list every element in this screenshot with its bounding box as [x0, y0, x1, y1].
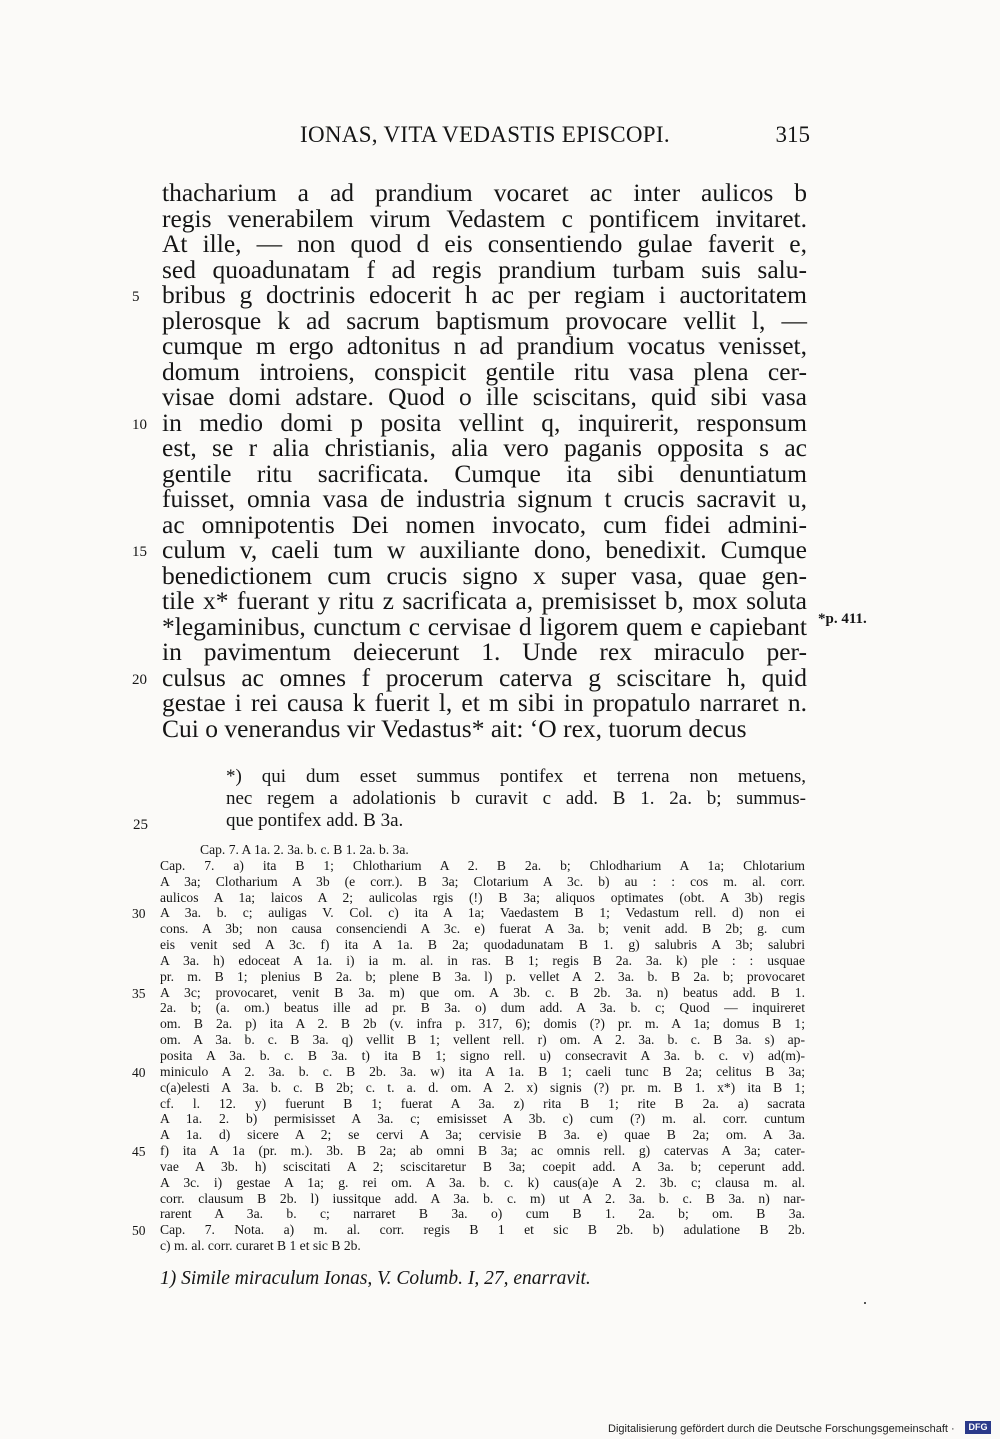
footnote-text: *) qui dum esset summus pontifex et terrena non metuens, [226, 766, 806, 787]
main-text-text: bribus g doctrinis edocerit h ac per regiam i auctoritatem [162, 280, 807, 309]
main-text-line [162, 356, 807, 386]
main-text-line [162, 305, 807, 335]
apparatus-line [160, 1191, 805, 1207]
apparatus-text: pr. m. B 1; plenius B 2a. b; plene B 3a. l) p. vellet A 2. 3a. b. B 2a. b; provocaret [160, 968, 805, 984]
apparatus-text: Cap. 7. A 1a. 2. 3a. b. c. B 1. 2a. b. 3a. [200, 842, 409, 857]
main-text [132, 178, 807, 743]
main-text-line [162, 384, 807, 410]
apparatus-text: om. A 3a. b. c. B 3a. q) vellit B 1; vellent rell. r) om. A 2. 3a. b. c. B 3a. s) ap- [160, 1032, 805, 1048]
main-text-line [132, 662, 807, 692]
apparatus-line [160, 890, 805, 906]
main-text-line [162, 435, 807, 461]
apparatus-line [132, 984, 805, 1001]
main-text-line [162, 690, 807, 716]
apparatus-text: A 3a. b. c; auligas V. Col. c) ita A 1a; Vaedastem B 1; Vedastum rell. d) non ei [160, 905, 805, 921]
apparatus-text: 2a. b; (a. om.) beatus ille ad pr. B 3a. o) dum add. A 3a. b. c; Quod — inquireret [160, 1000, 805, 1016]
main-text-line [132, 280, 807, 309]
main-text-text: gestae i rei causa k fuerit l, et m sibi in propatulo narraret n. [162, 688, 807, 717]
main-text-line [162, 713, 807, 743]
apparatus-line [160, 1016, 805, 1032]
main-text-line [132, 535, 807, 564]
main-text-text: ac omnipotentis Dei nomen invocato, cum fidei admini- [162, 509, 807, 539]
main-text-text: cumque m ergo adtonitus n ad prandium vocatus venisset, [162, 331, 807, 360]
page-number: 315 [775, 122, 810, 147]
footnote-asterisk [133, 766, 806, 833]
footnote-line [226, 788, 806, 810]
line-number: 5 [132, 289, 140, 305]
apparatus-text: cons. A 3b; non causa consenciendi A 3c. e) fuerat A 3a. b; venit add. B 2b; g. cum [160, 921, 805, 937]
main-text-text: thacharium a ad prandium vocaret ac inter aulicos b [162, 178, 807, 207]
margin-page-reference: *p. 411. [818, 611, 867, 627]
main-text-line [162, 180, 807, 206]
apparatus-line [160, 969, 805, 985]
line-number: 45 [132, 1144, 146, 1160]
apparatus-text: A 3c. i) gestae A 1a; g. rei om. A 3a. b. c. k) caus(a)e A 2. 3b. c; clausa m. al. [160, 1174, 805, 1190]
line-number: 10 [132, 416, 147, 433]
main-text-text: plerosque k ad sacrum baptismum provocare vellit l, — [162, 305, 807, 335]
main-text-line [162, 560, 807, 590]
footnote-one: 1) Simile miraculum Ionas, V. Columb. I, 27, enarravit. [160, 1268, 591, 1289]
main-text-text: *legaminibus, cunctum c cervisae d ligorem quem e capiebant [162, 611, 807, 641]
apparatus-text: eis venit sed A 3c. f) ita A 1a. B 2a; quodadunatam B 1. g) salubris A 3b; salubri [160, 937, 805, 953]
apparatus-line [160, 921, 805, 937]
main-text-text: benedictionem cum crucis signo x super vasa, quae gen- [162, 560, 807, 590]
line-number: 50 [132, 1223, 146, 1239]
main-text-line [162, 611, 807, 641]
main-text-line [132, 407, 807, 437]
apparatus-line [160, 1111, 805, 1127]
apparatus-line [160, 1127, 805, 1143]
main-text-line [162, 588, 807, 614]
apparatus-line [132, 1063, 805, 1080]
main-text-line [162, 333, 807, 359]
main-text-line [162, 231, 807, 257]
apparatus-text: aulicos A 1a; laicos A 2; aulicolas rgis (!) B 3a; aliquos optimates (obt. A 3b) regis [160, 889, 805, 905]
apparatus-line [160, 1048, 805, 1064]
apparatus-line [160, 1159, 805, 1175]
apparatus-text: vae A 3b. h) sciscitati A 2; sciscitaretur B 3a; coepit add. A 3a. b; ceperunt add. [160, 1158, 805, 1174]
apparatus-text: A 3a; Clotharium A 3b (e corr.). B 3a; Clotarium A 3c. b) au : : cos m. al. corr. [160, 873, 805, 889]
main-text-line [162, 486, 807, 512]
main-text-text: At ille, — non quod d eis consentiendo gulae faverit e, [162, 229, 807, 258]
apparatus-line [160, 1238, 805, 1254]
apparatus-line [132, 905, 805, 922]
apparatus-line [160, 1080, 805, 1096]
apparatus-text: A 1a. d) sicere A 2; se cervi A 3a; cervisie B 3a. e) quae B 2a; om. A 3a. [160, 1127, 805, 1143]
main-text-text: est, se r alia christianis, alia vero paganis opposita s ac [162, 433, 807, 462]
running-title: IONAS, VITA VEDASTIS EPISCOPI. [300, 122, 670, 147]
apparatus-text: om. B 2a. p) ita A 2. B 2b (v. infra p. 317, 6); domis (?) pr. m. A 1a; domus B 1; [160, 1016, 805, 1032]
main-text-text: sed quoadunatam f ad regis prandium turbam suis salu- [162, 254, 807, 284]
footnote-text: que pontifex add. B 3a. [226, 810, 404, 831]
apparatus-text: c) m. al. corr. curaret B 1 et sic B 2b. [160, 1238, 361, 1254]
line-number: 40 [132, 1064, 146, 1080]
apparatus-text: Cap. 7. a) ita B 1; Chlotharium A 2. B 2a. b; Chlodharium A 1a; Chlotarium [160, 857, 805, 873]
main-text-text: domum introiens, conspicit gentile ritu vasa plena cer- [162, 356, 807, 386]
apparatus-line [160, 842, 805, 858]
apparatus-line [160, 874, 805, 890]
footnote-text: nec regem a adolationis b curavit c add. B 1. 2a. b; summus- [226, 788, 806, 809]
dfg-logo: DFG [965, 1421, 991, 1434]
main-text-line [162, 639, 807, 665]
apparatus-line [160, 937, 805, 953]
apparatus-line [132, 1143, 805, 1160]
apparatus-line [160, 1096, 805, 1112]
main-text-text: in medio domi p posita vellint q, inquirerit, responsum [162, 407, 807, 437]
apparatus-text: c(a)elesti A 3a. b. c. B 2b; c. t. a. d. om. A 2. x) signis (?) pr. m. B 1. x*) ita B 1; [160, 1079, 805, 1095]
main-text-text: fuisset, omnia vasa de industria signum t crucis sacravit u, [162, 484, 807, 513]
main-text-text: visae domi adstare. Quod o ille sciscitans, quid sibi vasa [162, 382, 807, 411]
critical-apparatus [132, 842, 805, 1254]
main-text-line [162, 458, 807, 488]
apparatus-line [160, 1032, 805, 1048]
apparatus-text: cf. l. 12. y) fuerunt B 1; fuerat A 3a. z) rita B 1; rite B 2a. a) sacrata [160, 1095, 805, 1111]
apparatus-text: f) ita A 1a (pr. m.). 3b. B 2a; ab omni B 3a; ac omnis rell. g) catervas A 3a; cater- [160, 1143, 805, 1159]
apparatus-text: A 3a. h) edoceat A 1a. i) ia m. al. in ras. B 1; regis B 2a. 3a. k) ple : : usquae [160, 952, 805, 968]
apparatus-text: A 1a. 2. b) permisisset A 3a. c; emisisset A 3b. c) cum (?) m. al. corr. cuntum [160, 1111, 805, 1127]
apparatus-line [160, 1000, 805, 1016]
main-text-text: culum v, caeli tum w auxiliante dono, benedixit. Cumque [162, 535, 807, 564]
apparatus-text: Cap. 7. Nota. a) m. al. corr. regis B 1 et sic B 2b. b) adulatione B 2b. [160, 1222, 805, 1238]
main-text-text: tile x* fuerant y ritu z sacrificata a, premisisset b, mox soluta [162, 586, 807, 615]
apparatus-line [160, 858, 805, 874]
footnote-line [226, 766, 806, 788]
main-text-line [162, 203, 807, 233]
main-text-text: gentile ritu sacrificata. Cumque ita sibi denuntiatum [162, 458, 807, 488]
apparatus-line [132, 1222, 805, 1239]
main-text-text: regis venerabilem virum Vedastem c pontificem invitaret. [162, 203, 807, 233]
speck-mark [864, 1302, 866, 1304]
line-number: 15 [132, 544, 147, 560]
main-text-text: culsus ac omnes f procerum caterva g sciscitare h, quid [162, 662, 807, 692]
apparatus-text: A 3c; provocaret, venit B 3a. m) que om. A 3b. c. B 2b. 3a. n) beatus add. B 1. [160, 984, 805, 1000]
main-text-line [162, 254, 807, 284]
main-text-text: in pavimentum deiecerunt 1. Unde rex miraculo per- [162, 637, 807, 666]
line-number: 35 [132, 985, 146, 1001]
apparatus-text: rarent A 3a. b. c; narraret B 3a. o) cum B 1. 2a. b; om. B 3a. [160, 1206, 805, 1222]
main-text-line [162, 509, 807, 539]
apparatus-line [160, 1206, 805, 1222]
line-number: 25 [133, 817, 148, 833]
apparatus-text: corr. clausum B 2b. l) iussitque add. A 3a. b. c. m) ut A 2. 3a. b. c. B 3a. n) nar- [160, 1190, 805, 1206]
apparatus-line [160, 953, 805, 969]
line-number: 20 [132, 671, 147, 688]
line-number: 30 [132, 906, 146, 922]
footnote-line [133, 810, 806, 833]
apparatus-text: miniculo A 2. 3a. b. c. B 2b. 3a. w) ita A 1a. B 1; caeli tunc B 2a; celitus B 3a; [160, 1063, 805, 1079]
apparatus-text: posita A 3a. b. c. B 3a. t) ita B 1; signo rell. u) consecravit A 3a. b. c. v) ad(m)- [160, 1047, 805, 1063]
funding-notice: Digitalisierung gefördert durch die Deutsche Forschungsgemeinschaft · [608, 1423, 955, 1435]
page-header [160, 122, 810, 158]
apparatus-line [160, 1175, 805, 1191]
main-text-text: Cui o venerandus vir Vedastus* ait: ‘O rex, tuorum decus [162, 713, 747, 743]
